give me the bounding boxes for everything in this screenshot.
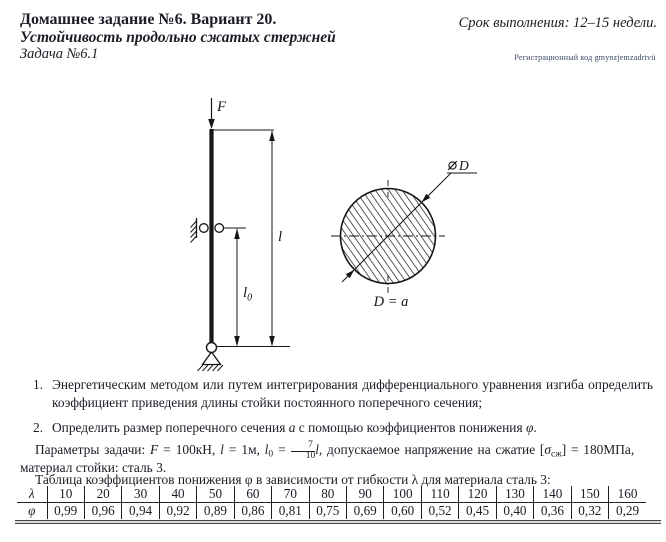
phi-cell: 0,45 bbox=[459, 503, 496, 520]
phi-cell: 0,92 bbox=[159, 503, 196, 520]
force-label: F bbox=[217, 99, 227, 115]
lambda-cell: 160 bbox=[609, 486, 646, 503]
phi-row bbox=[17, 503, 646, 520]
lambda-cell: 40 bbox=[159, 486, 196, 503]
lambda-cell: 10 bbox=[47, 486, 84, 503]
lambda-cell: 150 bbox=[571, 486, 608, 503]
lambda-cell: 30 bbox=[122, 486, 159, 503]
lambda-cell: 130 bbox=[496, 486, 533, 503]
lambda-cell: 80 bbox=[309, 486, 346, 503]
lambda-cell: 50 bbox=[197, 486, 234, 503]
phi-cell: 0,52 bbox=[421, 503, 458, 520]
length-l-dimension bbox=[269, 131, 282, 347]
column-figure bbox=[150, 90, 490, 380]
length-l0-dimension bbox=[234, 229, 252, 347]
parameters-line2: материал стойки: сталь 3. bbox=[20, 460, 167, 475]
lambda-cell: 120 bbox=[459, 486, 496, 503]
phi-cell: 0,94 bbox=[122, 503, 159, 520]
phi-cell: 0,40 bbox=[496, 503, 533, 520]
lambda-cell: 60 bbox=[234, 486, 271, 503]
lambda-cell: 90 bbox=[347, 486, 384, 503]
phi-cell: 0,69 bbox=[347, 503, 384, 520]
length-l0-label: $l_0$ bbox=[243, 285, 253, 304]
phi-header-cell: φ bbox=[28, 503, 36, 518]
lambda-cell: 100 bbox=[384, 486, 421, 503]
phi-cell: 0,36 bbox=[534, 503, 571, 520]
phi-cell: 0,81 bbox=[272, 503, 309, 520]
fraction-7-10: $\frac{7}{10}$ bbox=[291, 441, 316, 462]
force-arrow bbox=[208, 98, 227, 129]
phi-cell: 0,96 bbox=[84, 503, 121, 520]
lambda-cell: 20 bbox=[84, 486, 121, 503]
length-l-label: l bbox=[278, 229, 283, 245]
phi-cell: 0,75 bbox=[309, 503, 346, 520]
lambda-cell: 140 bbox=[534, 486, 571, 503]
lambda-row bbox=[17, 486, 646, 503]
title-line2: Устойчивость продольно сжатых стержней bbox=[20, 28, 336, 46]
phi-cell: 0,89 bbox=[197, 503, 234, 520]
cross-section bbox=[331, 158, 477, 310]
task1-text: Энергетическим методом или путем интегрирования дифференциального уравнения изгиба определить коэффициент приведения длины стойки постоянного поперечного сечения; bbox=[52, 377, 653, 410]
diameter-symbol-icon bbox=[448, 161, 457, 170]
phi-cell: 0,86 bbox=[234, 503, 271, 520]
diameter-letter: D bbox=[459, 158, 469, 173]
bottom-rule bbox=[15, 520, 661, 524]
phi-cell: 0,60 bbox=[384, 503, 421, 520]
phi-cell: 0,32 bbox=[571, 503, 608, 520]
task1-number: 1. bbox=[33, 377, 44, 392]
parameters-line: Параметры задачи: F = 100кН, l = 1м, $l_0$ = $\frac{7}{10}$ l, допускаемое напряжение на сжатие $[\sigma_{сж}] = 180МПа$, bbox=[35, 440, 635, 461]
phi-cell: 0,99 bbox=[47, 503, 84, 520]
table-caption: Таблица коэффициентов понижения φ в зависимости от гибкости λ для материала сталь 3: bbox=[35, 472, 551, 487]
lambda-cell: 110 bbox=[421, 486, 458, 503]
section-equation: D = a bbox=[373, 294, 409, 310]
pinned-support bbox=[198, 343, 291, 372]
lambda-header-cell: λ bbox=[17, 486, 47, 503]
title-line3: Задача №6.1 bbox=[20, 46, 99, 62]
task2-text: Определить размер поперечного сечения a с помощью коэффициентов понижения φ. bbox=[52, 420, 537, 435]
task2-number: 2. bbox=[33, 420, 44, 435]
lambda-cell: 70 bbox=[272, 486, 309, 503]
deadline-note: Срок выполнения: 12–15 недели. bbox=[458, 15, 657, 31]
header-block bbox=[20, 11, 336, 64]
registration-code: Регистрационный код gmynzjemzadrtvii bbox=[514, 53, 656, 62]
phi-cell: 0,29 bbox=[609, 503, 646, 520]
phi-lambda-table bbox=[17, 486, 646, 519]
title-line1: Домашнее задание №6. Вариант 20. bbox=[20, 11, 277, 28]
